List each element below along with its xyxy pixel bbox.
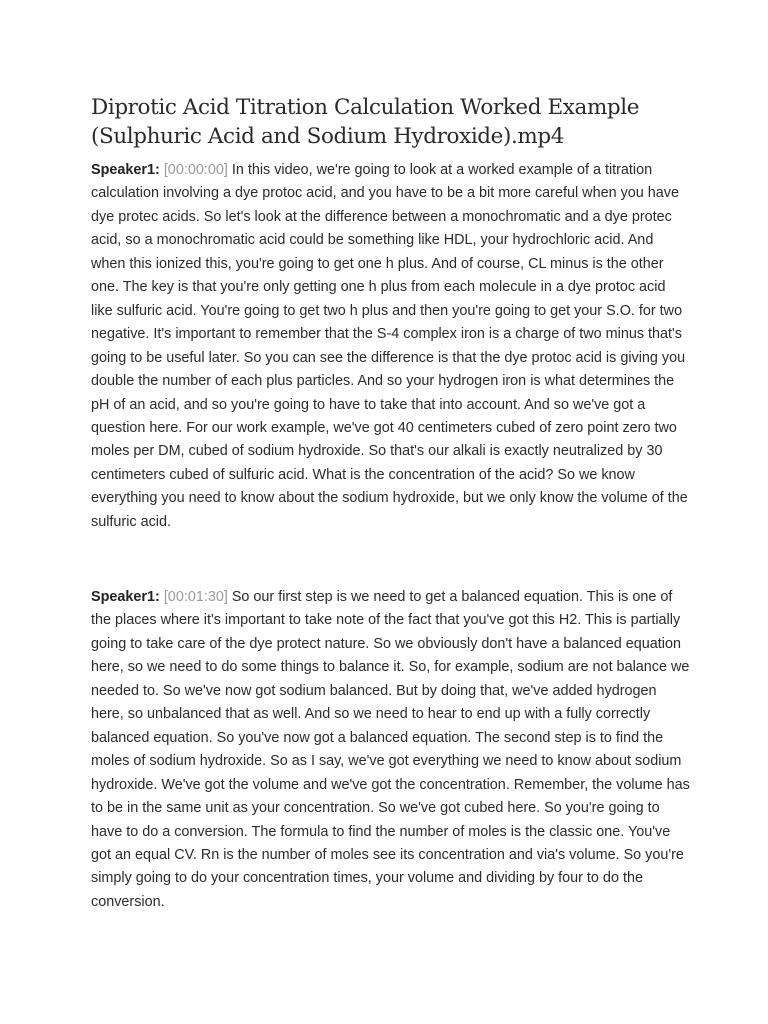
timestamp: [00:00:00]: [163, 162, 228, 178]
speaker-label: Speaker1:: [91, 589, 160, 605]
paragraph-text: In this video, we're going to look at a worked example of a titration calculation involving a dye protoc acid, and you have to be a bit more careful when you have dye protec acids. So let's look at the difference between a monochromatic and a dye protec acid, so a monochromatic acid could be something like HDL, your hydrochloric acid. And when this ionized this, you're going to get one h plus. And of course, CL minus is the other one. The key is that you're only getting one h plus from each molecule in a dye protoc acid like sulfuric acid. You're going to get two h plus and then you're going to get your S.O. for two negative. It's important to remember that the S-4 complex iron is a charge of two minus that's going to be useful later. So you can see the difference is that the dye protoc acid is giving you double the number of each plus particles. And so your hydrogen iron is what determines the pH of an acid, and so you're going to have to take that into account. And so we've got a question here. For our work example, we've got 40 centimeters cubed of zero point zero two moles per DM, cubed of sodium hydroxide. So that's our alkali is exactly neutralized by 30 centimeters cubed of sulfuric acid. What is the concentration of the acid? So we know everything you need to know about the sodium hydroxide, but we only know the volume of the sulfuric acid.: [91, 162, 688, 530]
paragraph-text: So our first step is we need to get a balanced equation. This is one of the places where it's important to take note of the fact that you've got this H2. This is partially going to take care of the dye protect nature. So we obviously don't have a balanced equation here, so we need to do some things to balance it. So, for example, sodium are not balance we needed to. So we've now got sodium balanced. But by doing that, we've added hydrogen here, so unbalanced that as well. And so we need to hear to end up with a fully correctly balanced equation. So you've now got a balanced equation. The second step is to find the moles of sodium hydroxide. So as I say, we've got everything we need to know about sodium hydroxide. We've got the volume and we've got the concentration. Remember, the volume has to be in the same unit as your concentration. So we've got cubed here. So you're going to have to do a conversion. The formula to find the number of moles is the classic one. You've got an equal CV. Rn is the number of moles see its concentration and via's volume. So you're simply going to do your concentration times, your volume and dividing by four to do the conversion.: [91, 589, 690, 910]
timestamp: [00:01:30]: [163, 589, 228, 605]
document-title: Diprotic Acid Titration Calculation Worked Example (Sulphuric Acid and Sodium Hydroxide).mp4: [91, 95, 640, 149]
speaker-label: Speaker1:: [91, 162, 160, 178]
transcript-paragraph-1: [91, 159, 691, 534]
transcript-paragraph-2: [91, 586, 691, 914]
